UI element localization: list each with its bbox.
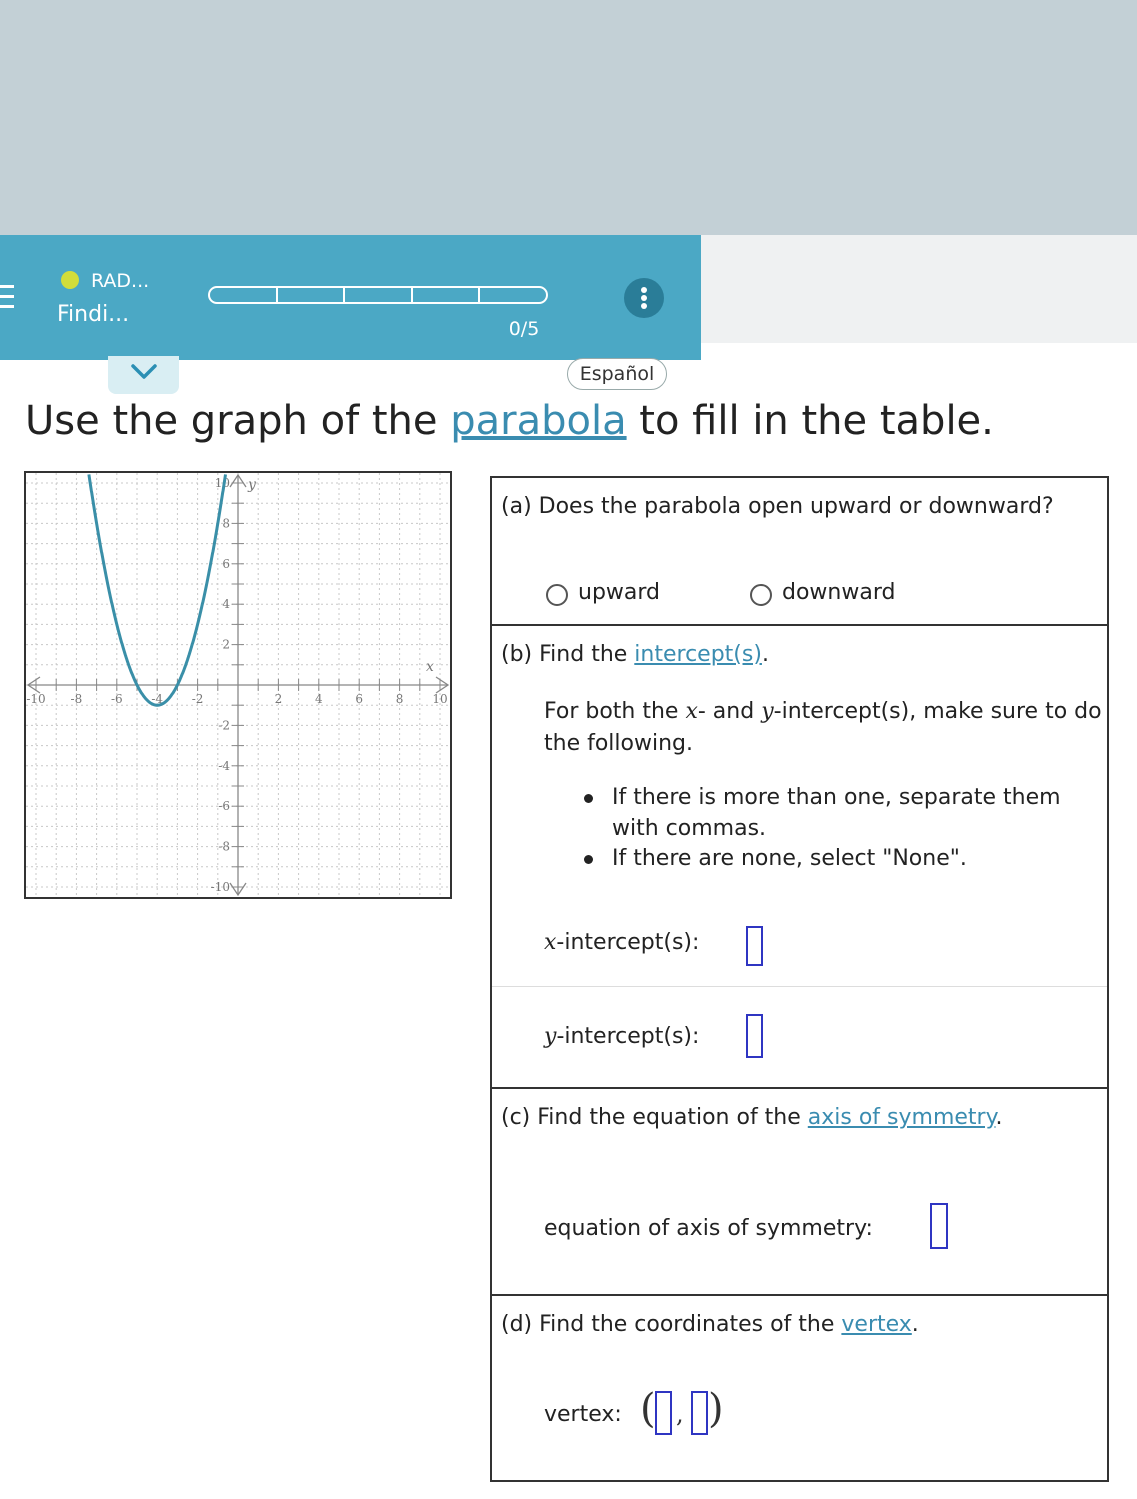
header-right-strip xyxy=(701,235,1137,343)
vertex-label: vertex: xyxy=(544,1402,622,1427)
x-tick-label: -10 xyxy=(26,692,46,706)
y-tick-label: 6 xyxy=(222,556,230,571)
axis-label: equation of axis of symmetry: xyxy=(544,1216,873,1241)
y-var: y xyxy=(544,1024,557,1049)
x-tick-label: -8 xyxy=(70,692,83,706)
progress-segment xyxy=(276,286,346,304)
x-tick-label: -2 xyxy=(191,692,204,706)
note-part: For both the xyxy=(544,699,686,724)
more-options-icon[interactable] xyxy=(624,278,664,318)
parabola-graph xyxy=(24,471,452,899)
upward-label[interactable]: upward xyxy=(578,580,661,605)
top-background xyxy=(0,0,1137,235)
part-b-question xyxy=(501,642,769,667)
x-tick-label: -6 xyxy=(110,692,123,706)
instruction-suffix: to fill in the table. xyxy=(626,398,994,444)
part-c-suffix: . xyxy=(995,1105,1003,1130)
progress-segment xyxy=(343,286,413,304)
part-d-prefix: (d) Find the coordinates of the xyxy=(501,1312,842,1337)
part-b-prefix: (b) Find the xyxy=(501,642,635,667)
collapse-toggle[interactable] xyxy=(108,356,179,394)
menu-icon[interactable] xyxy=(0,285,14,315)
part-a-question: (a) Does the parabola open upward or downward? xyxy=(501,494,1054,519)
vertex-close-paren: ) xyxy=(708,1386,724,1432)
x-tick-label: 4 xyxy=(314,692,323,706)
y-tick-label: -6 xyxy=(218,799,230,814)
y-tick-label: -10 xyxy=(210,880,230,894)
note-x-var: x xyxy=(685,699,698,724)
intercept-instructions xyxy=(544,696,1104,760)
x-intercept-input[interactable] xyxy=(746,926,763,966)
x-tick-label: 8 xyxy=(395,692,404,706)
x-tick-label: -4 xyxy=(151,692,164,706)
instruction-prefix: Use the graph of the xyxy=(25,398,451,444)
bullet-icon xyxy=(584,855,593,864)
y-tick-label: 2 xyxy=(222,637,230,652)
upward-radio[interactable] xyxy=(546,584,568,606)
intercepts-link[interactable]: intercept(s) xyxy=(634,642,762,667)
y-intercept-label xyxy=(544,1024,699,1049)
x-tick-label: 2 xyxy=(274,692,283,706)
y-tick-label: -2 xyxy=(218,718,230,733)
part-d-section xyxy=(492,1296,1107,1480)
progress-bar xyxy=(208,286,548,304)
downward-radio[interactable] xyxy=(750,584,772,606)
vertex-link[interactable]: vertex xyxy=(841,1312,912,1337)
axis-of-symmetry-input[interactable] xyxy=(930,1203,948,1249)
row-divider xyxy=(492,986,1107,987)
vertex-y-input[interactable] xyxy=(691,1391,708,1435)
bullet-1-line-2: with commas. xyxy=(612,816,767,841)
question-table xyxy=(490,476,1109,1482)
progress-segment xyxy=(208,286,278,304)
vertex-comma: , xyxy=(676,1400,684,1428)
y-tick-label: 4 xyxy=(222,597,230,612)
parabola-link[interactable]: parabola xyxy=(450,398,627,444)
topic-title: Findi... xyxy=(57,302,130,327)
part-c-question xyxy=(501,1105,1002,1130)
progress-segment xyxy=(411,286,481,304)
y-tick-label: -4 xyxy=(218,758,230,773)
axis-of-symmetry-link[interactable]: axis of symmetry xyxy=(807,1105,996,1130)
note-part: - and xyxy=(697,699,762,724)
x-axis-label: x xyxy=(426,659,434,675)
vertex-x-input[interactable] xyxy=(655,1391,672,1435)
x-tick-label: 10 xyxy=(432,692,448,706)
y-tick-label: -8 xyxy=(218,839,230,854)
x-intercept-label-text: -intercept(s): xyxy=(556,930,700,955)
part-c-section xyxy=(492,1089,1107,1296)
topic-label: RAD... xyxy=(91,270,150,292)
part-b-section xyxy=(492,626,1107,1089)
downward-label[interactable]: downward xyxy=(782,580,896,605)
part-c-prefix: (c) Find the equation of the xyxy=(501,1105,808,1130)
y-intercept-label-text: -intercept(s): xyxy=(556,1024,700,1049)
progress-count: 0/5 xyxy=(508,318,540,340)
chevron-down-icon xyxy=(130,362,158,382)
part-b-suffix: . xyxy=(761,642,769,667)
part-d-question xyxy=(501,1312,919,1337)
part-a-section xyxy=(492,478,1107,626)
vertex-open-paren: ( xyxy=(640,1386,656,1432)
instruction-text xyxy=(25,398,994,444)
y-tick-label: 10 xyxy=(214,476,230,490)
bullet-icon xyxy=(584,794,593,803)
part-d-suffix: . xyxy=(911,1312,919,1337)
progress-segment xyxy=(478,286,548,304)
x-var: x xyxy=(544,930,557,955)
x-tick-label: 6 xyxy=(355,692,364,706)
y-axis-label: y xyxy=(248,477,256,493)
language-button[interactable]: Español xyxy=(567,358,667,390)
status-dot-icon xyxy=(61,271,79,289)
x-intercept-label xyxy=(544,930,699,955)
y-tick-label: 8 xyxy=(222,516,230,531)
bullet-2: If there are none, select "None". xyxy=(612,846,967,871)
y-intercept-input[interactable] xyxy=(746,1014,763,1058)
bullet-1-line-1: If there is more than one, separate them xyxy=(612,785,1061,810)
note-part: -intercept(s), make sure to do the following. xyxy=(544,699,1102,756)
note-y-var: y xyxy=(761,699,774,724)
